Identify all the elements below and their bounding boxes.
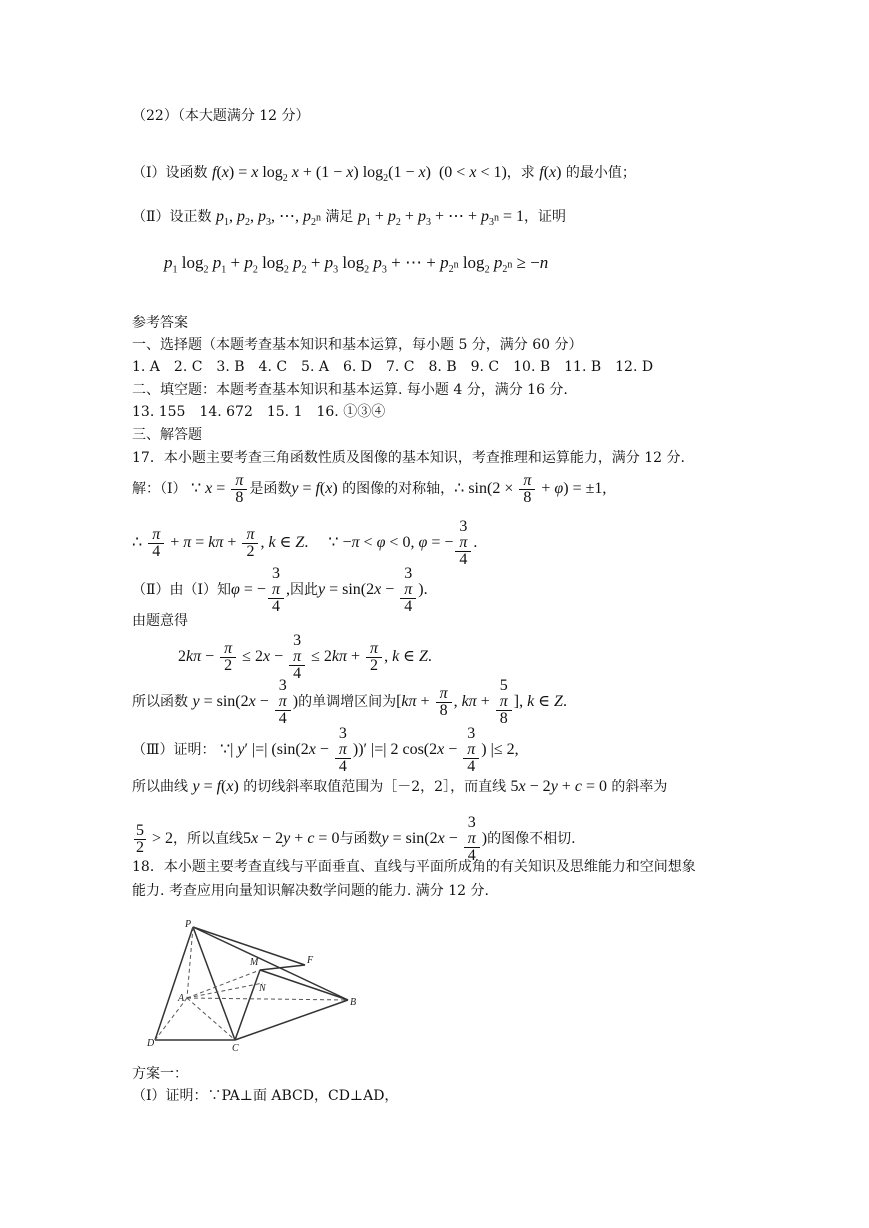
q17-p2-mid: 因此 [289, 582, 318, 599]
q18-intro-line2: 能力. 考查应用向量知识解决数学问题的能力. 满分 12 分. [132, 883, 489, 899]
solve-heading: 三、解答题 [132, 427, 202, 443]
q17-slope-text2: 的切线斜率取值范围为［－2，2］，而直线 [243, 779, 507, 795]
edge-mb [260, 970, 348, 1000]
q17-solution-1 [132, 473, 606, 506]
part2-prefix: （Ⅱ）设正数 [132, 209, 212, 225]
label-d: D [147, 1038, 155, 1049]
q17-sol-mid: 是函数 [249, 481, 292, 498]
q17-line-eq-2: 5x − 2y + c = 0 [243, 830, 340, 848]
q17-axis-formula: ∵ x = $\frac{\pi}{8}$ [191, 480, 249, 497]
edge-ab [187, 998, 348, 1000]
q17-sin-eq: ∴ sin(2 × $\frac{\pi}{8}$ + φ) = ±1, [454, 472, 607, 506]
edge-am [187, 970, 260, 998]
q17-intro: 17．本小题主要考查三角函数性质及图像的基本知识，考查推理和运算能力，满分 12 分. [132, 450, 685, 466]
q17-derivative-bound: ∵| y′ |=| (sin(2x − 3 π 4 ))′ |=| 2 cos(2x − 3 π 4 ) |≤ 2, [219, 725, 519, 775]
q17-function-2: y = sin(2x − 3 π 4 ) [381, 814, 488, 864]
edge-cb [235, 1000, 348, 1040]
q17-final-mid: ，所以直线 [173, 831, 244, 848]
q17-slope-text3: 的斜率为 [611, 779, 668, 795]
label-b: B [350, 997, 357, 1008]
edge-pf [193, 927, 305, 965]
edge-pd [155, 927, 193, 1040]
label-p: P [185, 919, 192, 930]
q17-increasing-interval [132, 678, 567, 727]
q17-inequality: 2kπ − $\frac{\pi}{2}$ ≤ 2x − 3 π 4 ≤ 2kπ + $\frac{\pi}{2}$ , k ∈ Z. [178, 632, 432, 682]
edge-ad [155, 998, 187, 1040]
answers-title: 参考答案 [132, 315, 188, 331]
q17-sol-prefix: 解：（Ⅰ） [132, 481, 187, 498]
q17-five-halves: $\frac{5}{2}$ > 2 [136, 822, 174, 856]
q17-sol-mid2: 的图像的对称轴， [342, 481, 455, 498]
part2-variables: $p_1$, $p_2$, $p_3$, ⋯, $p_{2^n}$ [215, 208, 321, 229]
part1-mid: ，求 [506, 165, 535, 181]
part2-sum-condition: $p_1 + p_2 + p_3$ + ⋯ + $p_{3^n} = 1$ [357, 208, 525, 229]
part1-suffix: 的最小值； [565, 165, 636, 181]
part1-fx: f(x) [539, 164, 562, 181]
q17-slope-range [132, 777, 667, 797]
label-a: A [178, 993, 185, 1004]
problem-22-part-1 [132, 163, 636, 189]
q17-final-mid2: 与函数 [339, 831, 382, 848]
problem-22-part-2 [132, 207, 566, 233]
q17-y-fx: y = f(x) [291, 480, 338, 498]
fill-answers: 13. 155 14. 672 15. 1 16. ①③④ [132, 404, 386, 420]
q17-p2-prefix: （Ⅱ）由（Ⅰ）知 [132, 582, 232, 599]
part1-prefix: （Ⅰ）设函数 [132, 165, 208, 181]
part2-suffix: ，证明 [524, 209, 567, 225]
q17-curve: y = f(x) [192, 778, 239, 795]
q17-incr-function: y = sin(2x − 3 π 4 ) [192, 677, 299, 727]
q17-phi-value: φ = − 3 π 4 , [231, 565, 290, 615]
q17-solution-2: ∴ $\frac{\pi}{4}$ + π = kπ + $\frac{\pi}{2}$ , k ∈ Z. ∵ −π < φ < 0, φ = − 3 π 4 . [132, 518, 478, 568]
mc-answers: 1. A 2. C 3. B 4. C 5. A 6. D 7. C 8. B 9. C 10. B 11. B 12. D [132, 359, 654, 375]
q17-part-2 [132, 566, 428, 615]
edge-an [187, 983, 263, 998]
q17-incr-mid: 的单调增区间为 [298, 694, 397, 711]
edge-cm [235, 970, 260, 1040]
label-f: F [307, 955, 314, 966]
mc-heading: 一、选择题（本题考查基本知识和基本运算，每小题 5 分，满分 60 分） [132, 337, 583, 353]
q17-by-problem: 由题意得 [132, 613, 188, 629]
plan-one: 方案一： [132, 1066, 188, 1082]
part1-function-formula: f(x) = x $\log_2 x + (1 - x) \log_2(1 - x) (0 < x < 1)$ [211, 164, 507, 185]
q17-y-expression: y = sin(2x − 3 π 4 ). [317, 565, 428, 615]
q18-intro-line1: 18．本小题主要考查直线与平面垂直、直线与平面所成角的有关知识及思维能力和空间想象 [132, 859, 696, 875]
q17-p3-prefix: （Ⅲ）证明： [132, 742, 216, 759]
q17-line-eq: 5x − 2y + c = 0 [510, 778, 607, 795]
part2-mid: 满足 [325, 209, 354, 225]
q17-interval: [kπ + $\frac{\pi}{8}$ , kπ + 5 π 8 ], k ∈ Z. [396, 677, 567, 727]
q17-final-suffix: 的图像不相切. [487, 831, 576, 848]
fill-heading: 二、填空题：本题考查基本知识和基本运算. 每小题 4 分，满分 16 分. [132, 382, 568, 398]
q17-part-3 [132, 726, 519, 775]
q17-incr-prefix: 所以函数 [132, 694, 188, 711]
label-c: C [232, 1043, 239, 1054]
label-n: N [259, 983, 266, 994]
proof-start: （Ⅰ）证明：∵PA⊥面 ABCD，CD⊥AD， [132, 1088, 399, 1104]
q17-slope-text1: 所以曲线 [132, 779, 188, 795]
label-m: M [250, 957, 259, 968]
pyramid-figure [135, 915, 365, 1055]
problem-22-header: （22）（本大题满分 12 分） [132, 108, 310, 124]
problem-22-inequality: $p_1$ $\log_2 p_1 + p_2$ $\log_2 p_2 + p_3$ $\log_2 p_3$ + ⋯ + $p_{2^n}$ $\log_2 p_{2^n} \ge -n$ [164, 253, 549, 276]
